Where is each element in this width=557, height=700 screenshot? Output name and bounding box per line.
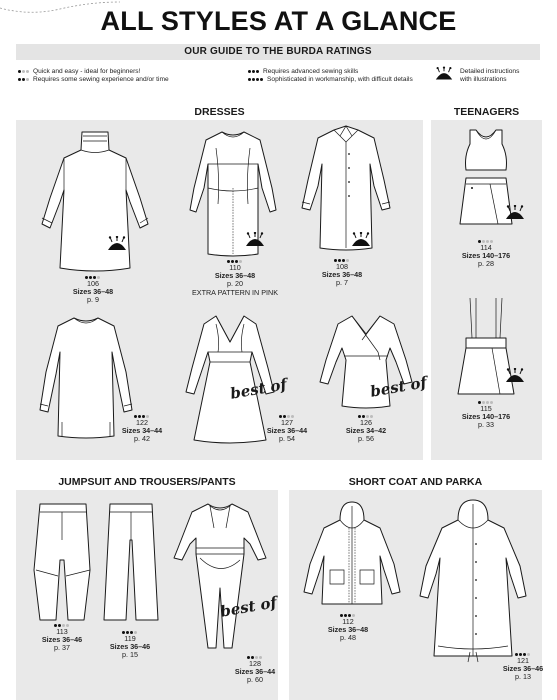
item-108-info: 108 Sizes 36–48 p. 7 bbox=[312, 256, 372, 288]
guide-title: OUR GUIDE TO THE BURDA RATINGS bbox=[16, 44, 540, 60]
coat-title: SHORT COAT AND PARKA bbox=[289, 472, 542, 492]
rating-legend-1: Quick and easy - ideal for beginners! bbox=[18, 68, 140, 76]
item-110-info: 110 Sizes 36–48 p. 20 EXTRA PATTERN IN PINK bbox=[180, 257, 290, 297]
jumpsuit-title: JUMPSUIT AND TROUSERS/PANTS bbox=[16, 472, 278, 492]
best-of-badge: best of bbox=[368, 373, 429, 401]
pincushion-icon bbox=[504, 205, 526, 221]
teenagers-title: TEENAGERS bbox=[431, 102, 542, 122]
rating-legend-3: Requires advanced sewing skills bbox=[248, 68, 358, 76]
item-113-info: 113 Sizes 36–46 p. 37 bbox=[32, 621, 92, 653]
parka-121-illustration bbox=[416, 496, 530, 664]
rating-dots-1 bbox=[18, 68, 30, 76]
item-126-info: 126 Sizes 34–42 p. 56 bbox=[336, 412, 396, 444]
item-114-info: 114 Sizes 140–176 p. 28 bbox=[451, 237, 521, 269]
item-121-info: 121 Sizes 36–46 p. 13 bbox=[490, 650, 556, 682]
dress-126-illustration bbox=[316, 312, 416, 412]
rating-dots-3 bbox=[248, 68, 260, 76]
rating-legend-4: Sophisticated in workmanship, with difficult details bbox=[248, 76, 413, 84]
instructions-line-1: Detailed instructions bbox=[460, 68, 520, 75]
trousers-113-illustration bbox=[28, 500, 98, 625]
best-of-badge: best of bbox=[228, 375, 289, 403]
pincushion-icon bbox=[244, 232, 266, 248]
pincushion-icon bbox=[350, 232, 372, 248]
dress-108-illustration bbox=[296, 124, 396, 254]
item-122-info: 122 Sizes 34–44 p. 42 bbox=[112, 412, 172, 444]
page-title: ALL STYLES AT A GLANCE bbox=[100, 6, 457, 36]
pincushion-icon bbox=[106, 236, 128, 252]
item-119-info: 119 Sizes 36–46 p. 15 bbox=[100, 628, 160, 660]
item-128-info: 128 Sizes 36–44 p. 60 bbox=[222, 653, 288, 685]
rating-dots-4 bbox=[248, 76, 264, 84]
coat-112-illustration bbox=[300, 500, 405, 610]
item-112-info: 112 Sizes 36–48 p. 48 bbox=[318, 611, 378, 643]
trousers-119-illustration bbox=[96, 500, 166, 625]
pincushion-icon bbox=[434, 66, 454, 82]
rating-dots-2 bbox=[18, 76, 30, 84]
jumpsuit-128-illustration bbox=[170, 498, 270, 658]
pincushion-icon bbox=[504, 368, 526, 384]
best-of-badge: best of bbox=[218, 593, 279, 621]
item-127-info: 127 Sizes 36–44 p. 54 bbox=[254, 412, 320, 444]
rating-legend-2: Requires some sewing experience and/or time bbox=[18, 76, 169, 84]
item-106-info: 106 Sizes 36–48 p. 9 bbox=[58, 273, 128, 305]
item-115-info: 115 Sizes 140–176 p. 33 bbox=[451, 398, 521, 430]
dress-110-illustration bbox=[186, 128, 281, 258]
dress-106-illustration bbox=[30, 128, 160, 273]
dresses-title: DRESSES bbox=[16, 102, 423, 122]
instructions-line-2: with illustrations bbox=[460, 76, 507, 83]
ratings-guide bbox=[16, 44, 540, 94]
